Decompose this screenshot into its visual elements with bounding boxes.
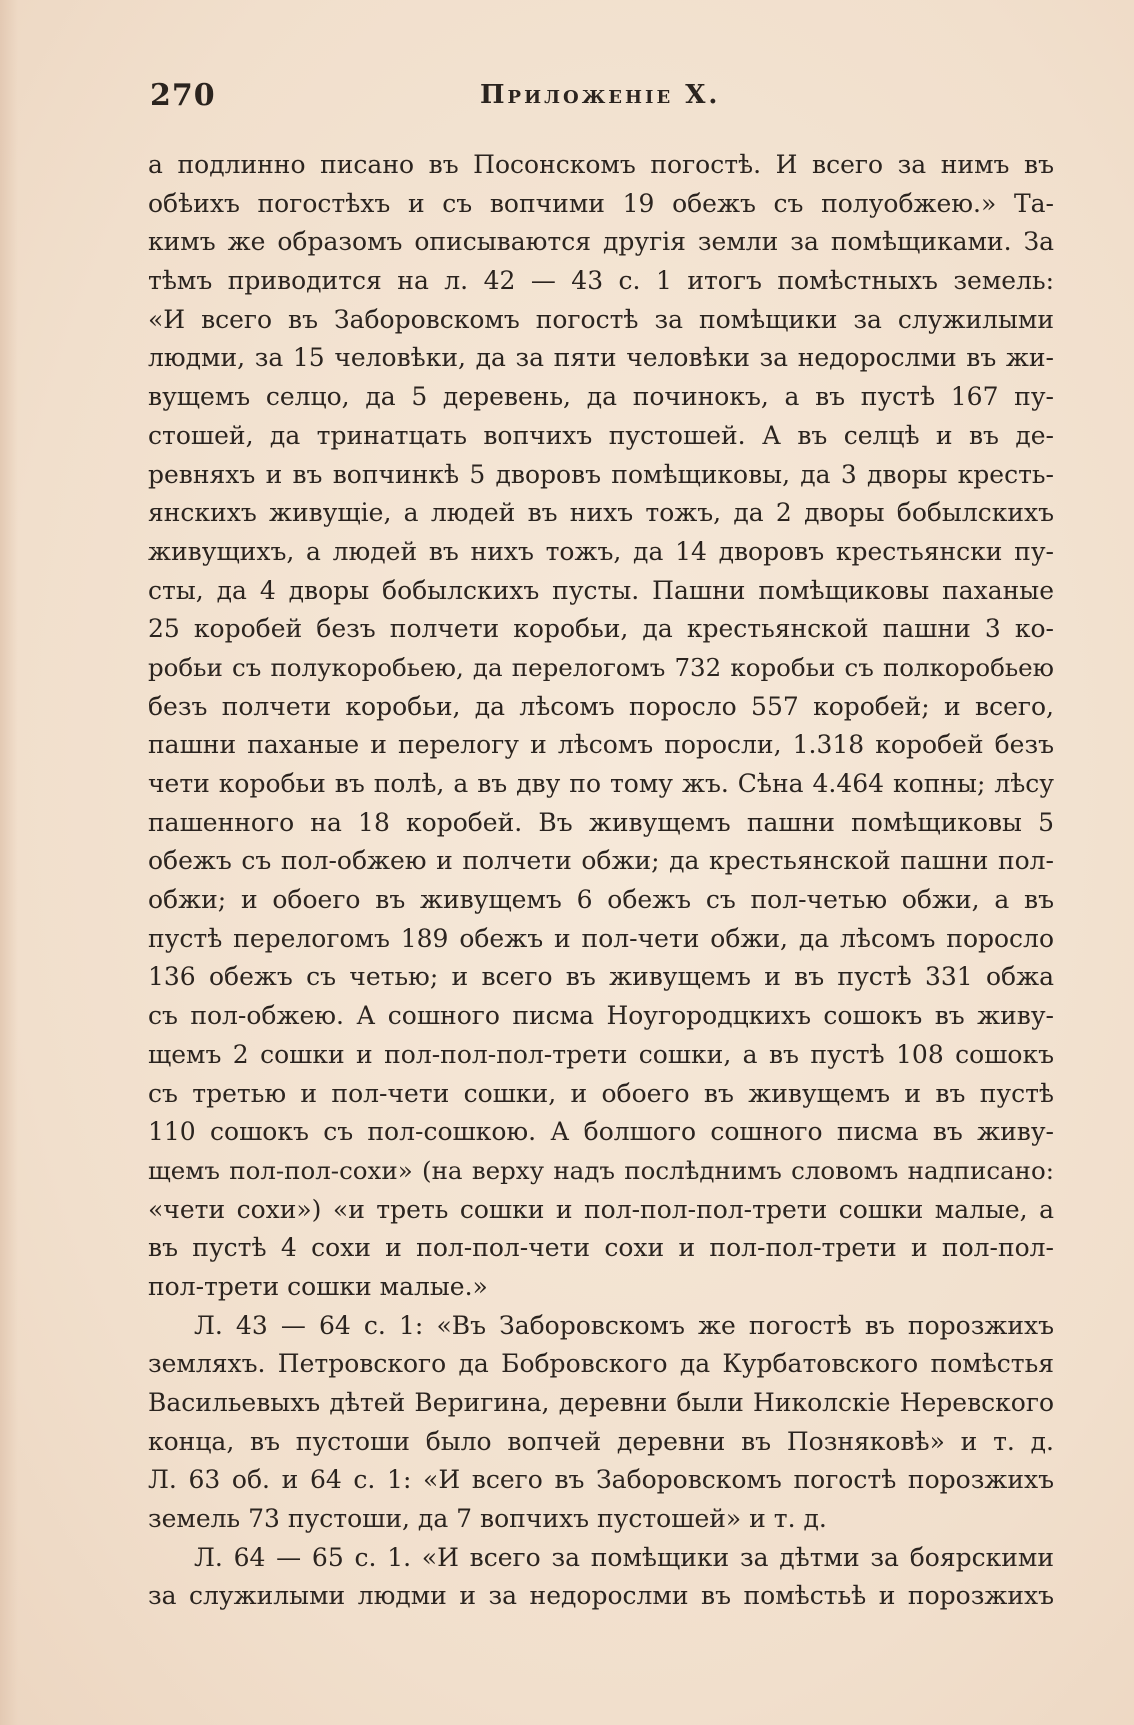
text-line: кимъ же образомъ описываются другія земли за помѣщиками. За [148,227,1054,257]
page-gutter-shadow [0,0,18,1725]
page-number: 270 [150,78,216,113]
text-line: людми, за 15 человѣки, да за пяти человѣки за недорослми въ жи- [148,343,1054,373]
text-line: Васильевыхъ дѣтей Веригина, деревни были Николскіе Неревского [148,1388,1054,1417]
text-line: щемъ 2 сошки и пол-пол-пол-трети сошки, а въ пустѣ 108 сошокъ [148,1039,1054,1069]
text-line: чети коробьи въ полѣ, а въ дву по тому жъ. Сѣна 4.464 копны; лѣсу [148,769,1054,798]
text-line: щемъ пол-пол-сохи» (на верху надъ послѣднимъ словомъ надписано: [148,1155,1054,1185]
running-head: Приложеніе X. [480,80,721,110]
text-line: тѣмъ приводится на л. 42 — 43 с. 1 итогъ помѣстныхъ земель: [148,266,1054,296]
text-line: вущемъ селцо, да 5 деревень, да починокъ, а въ пустѣ 167 пу- [148,382,1054,412]
text-line: обжи; и обоего въ живущемъ 6 обежъ съ пол-четью обжи, а въ [148,885,1054,915]
text-line: пашни паханые и перелогу и лѣсомъ поросли, 1.318 коробей безъ [148,730,1054,760]
text-line: янскихъ живущіе, а людей въ нихъ тожъ, да 2 дворы бобылскихъ [148,498,1054,528]
text-line: съ пол-обжею. А сошного писма Ноугородцкихъ сошокъ въ живу- [148,1001,1054,1031]
body-text [148,146,1054,1616]
text-line: «И всего въ Заборовскомъ погостѣ за помѣщики за служилыми [148,304,1054,334]
text-line-paragraph-start: Л. 64 — 65 с. 1. «И всего за помѣщики за дѣтми за боярскими [194,1542,1054,1572]
text-line: робьи съ полукоробьею, да перелогомъ 732 коробьи съ полкоробьею [148,652,1054,682]
text-line: «чети сохи») «и треть сошки и пол-пол-пол-трети сошки малые, а [148,1194,1054,1224]
text-line: стошей, да тринатцать вопчихъ пустошей. А въ селцѣ и въ де- [148,420,1054,450]
text-line: 136 обежъ съ четью; и всего въ живущемъ и въ пустѣ 331 обжа [148,962,1054,992]
text-line: а подлинно писано въ Посонскомъ погостѣ. И всего за нимъ въ [148,150,1054,179]
text-line: 25 коробей безъ полчети коробьи, да крестьянской пашни 3 ко- [148,614,1054,644]
text-line: съ третью и пол-чети сошки, и обоего въ живущемъ и въ пустѣ [148,1078,1054,1108]
text-line: пустѣ перелогомъ 189 обежъ и пол-чети обжи, да лѣсомъ поросло [148,923,1054,953]
page-header [150,78,1050,118]
text-line: обѣихъ погостѣхъ и съ вопчими 19 обежъ съ полуобжею.» Та- [148,188,1054,218]
text-line: сты, да 4 дворы бобылскихъ пусты. Пашни помѣщиковы паханые [148,575,1054,605]
text-line: безъ полчети коробьи, да лѣсомъ поросло 557 коробей; и всего, [148,691,1054,721]
text-line: земляхъ. Петровского да Бобровского да Курбатовского помѣстья [148,1349,1054,1379]
text-line: конца, въ пустоши было вопчей деревни въ Позняковѣ» и т. д. [148,1426,1054,1456]
text-line: пашенного на 18 коробей. Въ живущемъ пашни помѣщиковы 5 [148,807,1054,837]
text-line-paragraph-end: пол-трети сошки малые.» [148,1271,488,1301]
text-line: 110 сошокъ съ пол-сошкою. А болшого сошного писма въ живу- [148,1117,1054,1147]
text-line: живущихъ, а людей въ нихъ тожъ, да 14 дворовъ крестьянски пу- [148,536,1054,566]
text-line: ревняхъ и въ вопчинкѣ 5 дворовъ помѣщиковы, да 3 дворы кресть- [148,459,1054,489]
text-line-paragraph-end: земель 73 пустоши, да 7 вопчихъ пустошей» и т. д. [148,1504,827,1534]
text-line: обежъ съ пол-обжею и полчети обжи; да крестьянской пашни пол- [148,846,1054,876]
text-line: въ пустѣ 4 сохи и пол-пол-чети сохи и пол-пол-трети и пол-пол- [148,1233,1054,1263]
text-line-paragraph-start: Л. 43 — 64 с. 1: «Въ Заборовскомъ же погостѣ въ порозжихъ [194,1310,1054,1340]
text-line: Л. 63 об. и 64 с. 1: «И всего въ Заборовскомъ погостѣ порозжихъ [148,1465,1054,1495]
text-line: за служилыми людми и за недорослми въ помѣстьѣ и порозжихъ [148,1581,1054,1611]
